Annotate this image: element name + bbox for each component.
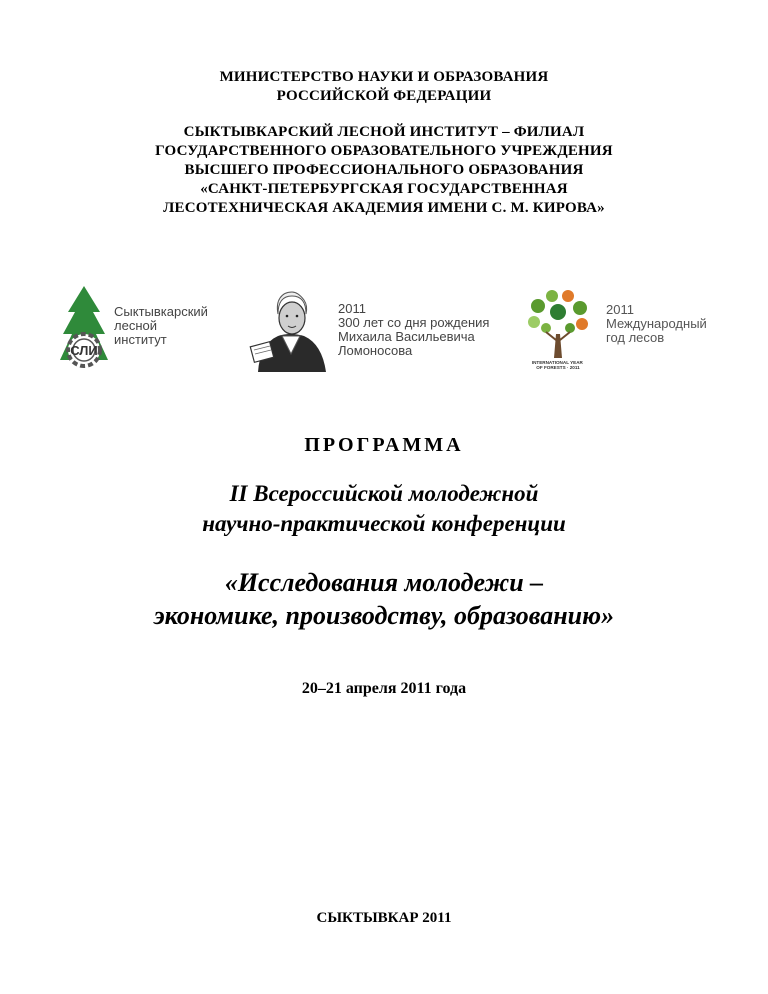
lomonosov-logo-line: Михаила Васильевича: [338, 329, 475, 344]
sli-mark: СЛИ: [70, 343, 98, 358]
institute-line: «САНКТ-ПЕТЕРБУРГСКАЯ ГОСУДАРСТВЕННАЯ: [200, 181, 568, 197]
city-year: СЫКТЫВКАР 2011: [316, 910, 452, 926]
forests-logo: [516, 284, 736, 374]
conference-name-line: II Всероссийской молодежной: [229, 481, 539, 506]
forests-logo-line: 2011: [606, 302, 634, 317]
conference-theme-line: «Исследования молодежи –: [224, 568, 544, 597]
ministry-line: МИНИСТЕРСТВО НАУКИ И ОБРАЗОВАНИЯ: [219, 69, 549, 85]
sli-logo: [58, 284, 238, 374]
institute-line: ГОСУДАРСТВЕННОГО ОБРАЗОВАТЕЛЬНОГО УЧРЕЖДЕНИЯ: [155, 143, 613, 159]
fir-tree-gear-icon: [58, 284, 110, 372]
lomonosov-logo: [248, 284, 508, 374]
forests-logo-line: год лесов: [606, 330, 665, 345]
ministry-line: РОССИЙСКОЙ ФЕДЕРАЦИИ: [276, 88, 492, 104]
conference-theme-line: экономике, производству, образованию»: [153, 601, 615, 630]
institute-line: СЫКТЫВКАРСКИЙ ЛЕСНОЙ ИНСТИТУТ – ФИЛИАЛ: [183, 124, 585, 140]
conference-theme: [0, 566, 768, 632]
logos-row: [0, 284, 768, 374]
lomonosov-logo-line: 300 лет со дня рождения: [338, 315, 490, 330]
sli-logo-text: [114, 305, 208, 347]
lomonosov-logo-line: 2011: [338, 301, 366, 316]
institute-header: [0, 123, 768, 218]
program-title: ПРОГРАММА: [304, 434, 464, 456]
ministry-header: [0, 68, 768, 106]
sli-logo-line: институт: [114, 332, 167, 347]
forests-logo-text: [606, 303, 707, 345]
institute-line: ЛЕСОТЕХНИЧЕСКАЯ АКАДЕМИЯ ИМЕНИ С. М. КИРОВА»: [163, 200, 605, 216]
lomonosov-portrait-icon: [248, 284, 334, 374]
lomonosov-logo-line: Ломоносова: [338, 343, 413, 358]
forests-logo-line: Международный: [606, 316, 707, 331]
conference-dates: 20–21 апреля 2011 года: [301, 680, 467, 697]
sli-logo-line: лесной: [114, 318, 157, 333]
forests-badge-text: INTERNATIONAL YEAR OF FORESTS · 2011: [531, 360, 583, 370]
forest-tree-icon: [516, 284, 600, 374]
sli-logo-line: Сыктывкарский: [114, 304, 208, 319]
institute-line: ВЫСШЕГО ПРОФЕССИОНАЛЬНОГО ОБРАЗОВАНИЯ: [184, 162, 584, 178]
lomonosov-logo-text: [338, 302, 489, 358]
conference-name: [0, 479, 768, 539]
conference-name-line: научно-практической конференции: [202, 511, 566, 536]
